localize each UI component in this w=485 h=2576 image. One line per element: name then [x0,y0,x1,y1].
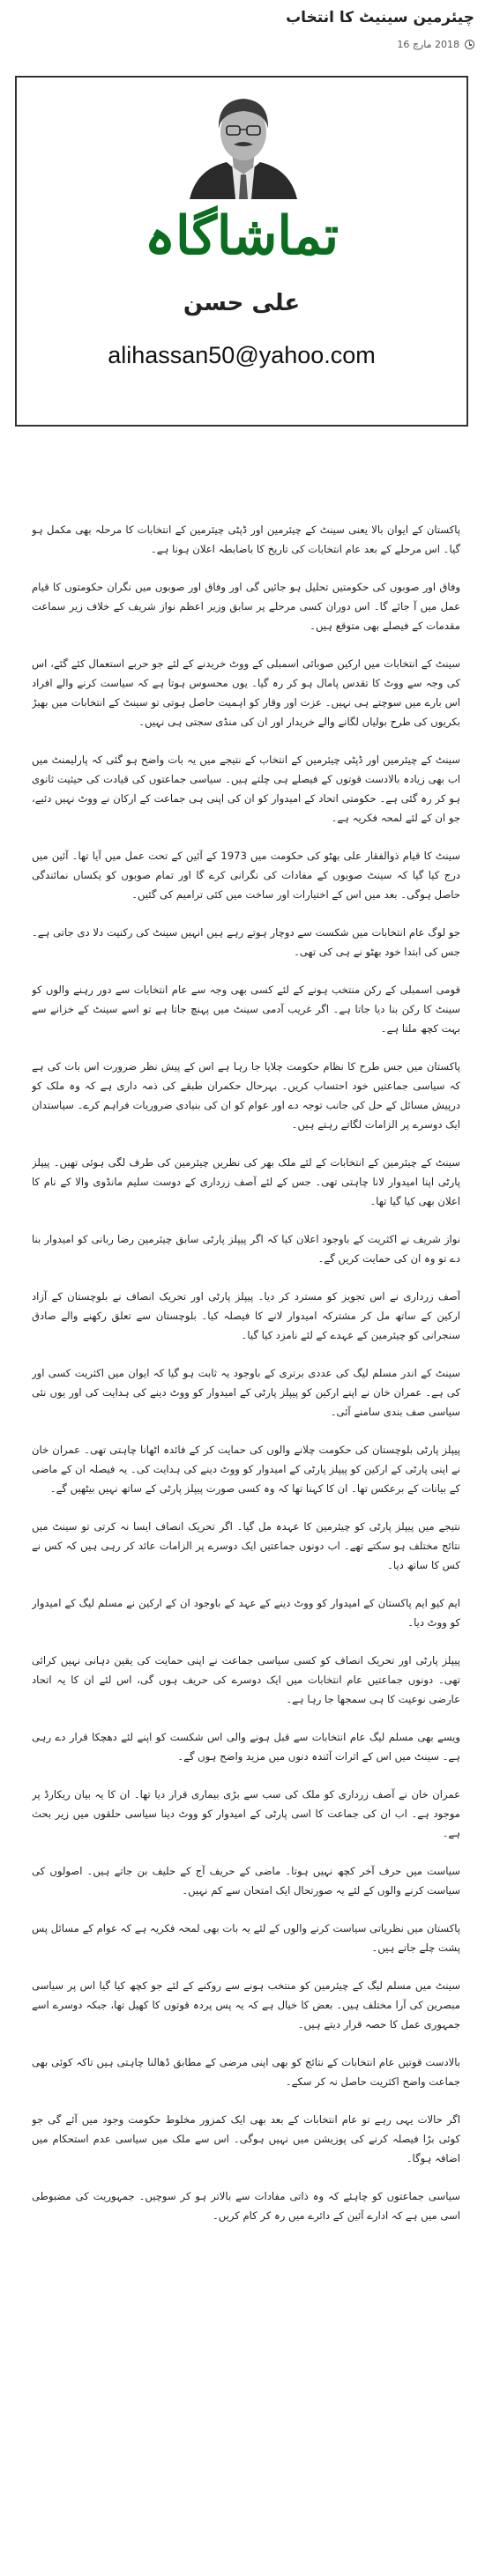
article-meta [397,39,474,50]
article-paragraph: آصف زرداری نے اس تجویز کو مسترد کر دیا۔ پیپلز پارٹی اور تحریک انصاف نے بلوچستان کے آزاد ارکین کے ساتھ مل کر مشترکہ امیدوار لانے کا فیصلہ کیا۔ بلوچستان سے تعلق رکھنے والے صادق سنجرانی کو چیئرمین کے عہدے کے لئے نامزد کیا گیا۔ [32,1290,460,1341]
article-paragraph: نتیجے میں پیپلز پارٹی کو چیئرمین کا عہدہ مل گیا۔ اگر تحریک انصاف ایسا نہ کرتی تو سینٹ میں نتائج مختلف ہو سکتے تھے۔ اب دونوں جماعتیں ایک دوسرے پر الزامات عائد کر رہی ہیں کہ کس نے کس کا ساتھ دیا۔ [32,1520,460,1571]
author-email: alihassan50@yahoo.com [108,342,376,368]
author-photo [181,88,306,199]
article-paragraph: سینٹ میں مسلم لیگ کے چیئرمین کو منتخب ہونے سے روکنے کے لئے جو کچھ کیا گیا اس پر سیاسی مبصرین کی آرا مختلف ہیں۔ بعض کا خیال ہے کہ یہ پس پردہ قوتوں کا کھیل تھا، جبکہ دوسرے اسے جمہوری عمل کا حصہ قرار دیتے ہیں۔ [32,1979,460,2030]
article-paragraph: وفاق اور صوبوں کی حکومتیں تحلیل ہو جائیں گی اور وفاق اور صوبوں میں نگران حکومتوں کا قیام عمل میں آ جائے گا۔ اس دوران کسی مرحلے پر سابق وزیر اعظم نواز شریف کے خلاف زیر سماعت مقدمات کے فیصلے بھی متوقع ہیں۔ [32,581,460,632]
article-paragraph: پاکستان میں نظریاتی سیاست کرنے والوں کے لئے یہ بات بھی لمحہ فکریہ ہے کہ عوام کے مسائل پس پشت چلے جاتے ہیں۔ [32,1922,460,1954]
article-paragraph: عمران خان نے آصف زرداری کو ملک کی سب سے بڑی بیماری قرار دیا تھا۔ ان کا یہ بیان ریکارڈ پر موجود ہے۔ اب ان کی جماعت کا اسی پارٹی کے امیدوار کو ووٹ دینا سیاسی حلقوں میں زیر بحث ہے۔ [32,1788,460,1839]
article-paragraph: اگر حالات یہی رہے تو عام انتخابات کے بعد بھی ایک کمزور مخلوط حکومت وجود میں آئے گی جو کوئی بڑا فیصلہ کرنے کی پوزیشن میں نہیں ہوگی۔ اس سے ملک میں سیاسی عدم استحکام میں اضافہ ہوگا۔ [32,2113,460,2164]
article-paragraph: سیاست میں حرف آخر کچھ نہیں ہوتا۔ ماضی کے حریف آج کے حلیف بن جاتے ہیں۔ اصولوں کی سیاست کرنے والوں کے لئے یہ صورتحال ایک امتحان سے کم نہیں۔ [32,1865,460,1897]
article-paragraph: سینٹ کا قیام ذوالفقار علی بھٹو کی حکومت میں 1973 کے آئین کے تحت عمل میں آیا تھا۔ آئین میں درج کیا گیا کہ سینٹ صوبوں کے مفادات کی نگرانی کرے گا اور تمام صوبوں کو یکساں نمائندگی حاصل ہوگی۔ بعد میں اس کے اختیارات اور ساخت میں کئی ترامیم کی گئیں۔ [32,850,460,901]
article-paragraph: سینٹ کے اندر مسلم لیگ کی عددی برتری کے باوجود یہ ثابت ہو گیا کہ ایوان میں اکثریت کسی اور کی ہے۔ عمران خان نے اپنے ارکین کو پیپلز پارٹی کے امیدوار کو ووٹ دینے کی ہدایت کی اور یوں نئی سیاسی صف بندی سامنے آئی۔ [32,1367,460,1418]
article-paragraph: نواز شریف نے اکثریت کے باوجود اعلان کیا کہ اگر پیپلز پارٹی سابق چیئرمین رضا ربانی کو امیدوار بنا دے تو وہ ان کی حمایت کریں گے۔ [32,1233,460,1265]
article-paragraph: پیپلز پارٹی بلوچستان کی حکومت چلانے والوں کی حمایت کر کے فائدہ اٹھانا چاہتی تھی۔ عمران خان نے اپنی پارٹی کے ارکین کو پیپلز پارٹی کے امیدوار کو ووٹ دینے کی ہدایت کی۔ یہ فیصلہ ان کے ماضی کے بیانات کے برعکس تھا۔ ان کا کہنا تھا کہ وہ کسی صورت پیپلز پارٹی کے ساتھ نہیں بیٹھیں گے۔ [32,1444,460,1495]
article-header [0,0,485,56]
article-paragraph: سینٹ کے انتخابات میں ارکین صوبائی اسمبلی کے ووٹ خریدنے کے لئے جو حربے استعمال کئے گئے، اس کی وجہ سے ووٹ کا تقدس پامال ہو کر رہ گیا۔ یوں محسوس ہوتا ہے کہ سیاست کرنے والے افراد اس بارے میں سوچتے ہی نہیں۔ عزت اور وقار کو اہمیت حاصل ہوتی تو سینٹ کے انتخابات میں بھیڑ بکریوں کی طرح بولیاں لگانے والے خریدار اور ان کی منڈی سجتی ہی نہیں۔ [32,657,460,728]
article-date: 2018 مارچ 16 [397,39,459,50]
article-title: چیئرمین سینیٹ کا انتخاب [286,9,474,26]
article-paragraph: ویسے بھی مسلم لیگ عام انتخابات سے قبل ہونے والی اس شکست کو اپنے لئے دھچکا قرار دے رہی ہے۔ سینٹ میں اس کے اثرات آئندہ دنوں میں مزید واضح ہوں گے۔ [32,1731,460,1763]
article-paragraph: سینٹ کے چیئرمین کے انتخابات کے لئے ملک بھر کی نظریں چیئرمین کی طرف لگی ہوئی تھیں۔ پیپلز پارٹی اپنا امیدوار لانا چاہتی تھی۔ جس کے لئے آصف زرداری کے دوست سلیم مانڈوی والا کے نام کا اعلان بھی کیا گیا تھا۔ [32,1156,460,1207]
article-paragraph: ایم کیو ایم پاکستان کے امیدوار کو ووٹ دینے کے عہد کے باوجود ان کے ارکین نے مسلم لیگ کے امیدوار کو ووٹ دیا۔ [32,1597,460,1629]
article-paragraph: سیاسی جماعتوں کو چاہئے کہ وہ ذاتی مفادات سے بالاتر ہو کر سوچیں۔ جمہوریت کی مضبوطی اسی میں ہے کہ ادارے آئین کے دائرے میں رہ کر کام کریں۔ [32,2190,460,2222]
author-name: علی حسن [183,290,301,316]
article-paragraph: سینٹ کے چیئرمین اور ڈپٹی چیئرمین کے انتخاب کے نتیجے میں یہ بات واضح ہو گئی کہ پارلیمنٹ میں اب بھی زیادہ بالادست قوتوں کے فیصلے ہی چلتے ہیں۔ سیاسی جماعتوں کی قیادت کی حیثیت ثانوی ہو کر رہ گئی ہے۔ حکومتی اتحاد کے امیدوار کو ان کی اپنی ہی جماعت کے ارکان نے ووٹ نہیں دئیے، جو ان کے لئے لمحہ فکریہ ہے۔ [32,753,460,824]
clock-icon [465,40,474,49]
article-paragraph: پاکستان کے ایوان بالا یعنی سینٹ کے چیئرمین اور ڈپٹی چیئرمین کے انتخابات کا مرحلہ بھی مکمل ہو گیا۔ اس مرحلے کے بعد عام انتخابات کی تاریخ کا باضابطہ اعلان ہونا ہے۔ [32,523,460,555]
article-paragraph: بالادست قوتیں عام انتخابات کے نتائج کو بھی اپنی مرضی کے مطابق ڈھالنا چاہتی ہیں تاکہ کوئی بھی جماعت واضح اکثریت حاصل نہ کر سکے۔ [32,2056,460,2088]
column-banner [15,76,468,427]
article-paragraph: پیپلز پارٹی اور تحریک انصاف کو کسی سیاسی جماعت نے اپنی حمایت کی یقین دہانی نہیں کرائی تھی۔ دونوں جماعتیں عام انتخابات میں ایک دوسرے کی حریف ہوں گی، اس لئے ان کا یہ اتحاد عارضی نوعیت کا ہی سمجھا جا رہا ہے۔ [32,1654,460,1705]
article-body [32,520,460,2565]
article-paragraph: جو لوگ عام انتخابات میں شکست سے دوچار ہوتے رہے ہیں انہیں سینٹ کی رکنیت دلا دی جاتی ہے۔ جس کی ابتدا خود بھٹو نے ہی کی تھی۔ [32,926,460,958]
article-paragraph: پاکستان میں جس طرح کا نظام حکومت چلایا جا رہا ہے اس کے پیش نظر ضرورت اس بات کی ہے کہ سیاسی جماعتیں خود احتساب کریں۔ بہرحال حکمران طبقے کی ذمہ داری ہے کہ وہ ملک کو درپیش مسائل کے حل کی جانب توجہ دے اور عوام کو ان کی بنیادی ضروریات فراہم کرے۔ سیاستدان ایک دوسرے پر الزامات لگاتے رہتے ہیں۔ [32,1060,460,1131]
article-paragraph: قومی اسمبلی کے رکن منتخب ہونے کے لئے کسی بھی وجہ سے عام انتخابات سے دور رہنے والوں کو سینٹ کا رکن بنا دیا جاتا ہے۔ اگر غریب آدمی سینٹ میں پہنچ جاتا ہے تو اسے سینٹ کے خزانے سے بہت کچھ ملتا ہے۔ [32,984,460,1035]
column-name: تماشاگاہ [144,205,340,267]
